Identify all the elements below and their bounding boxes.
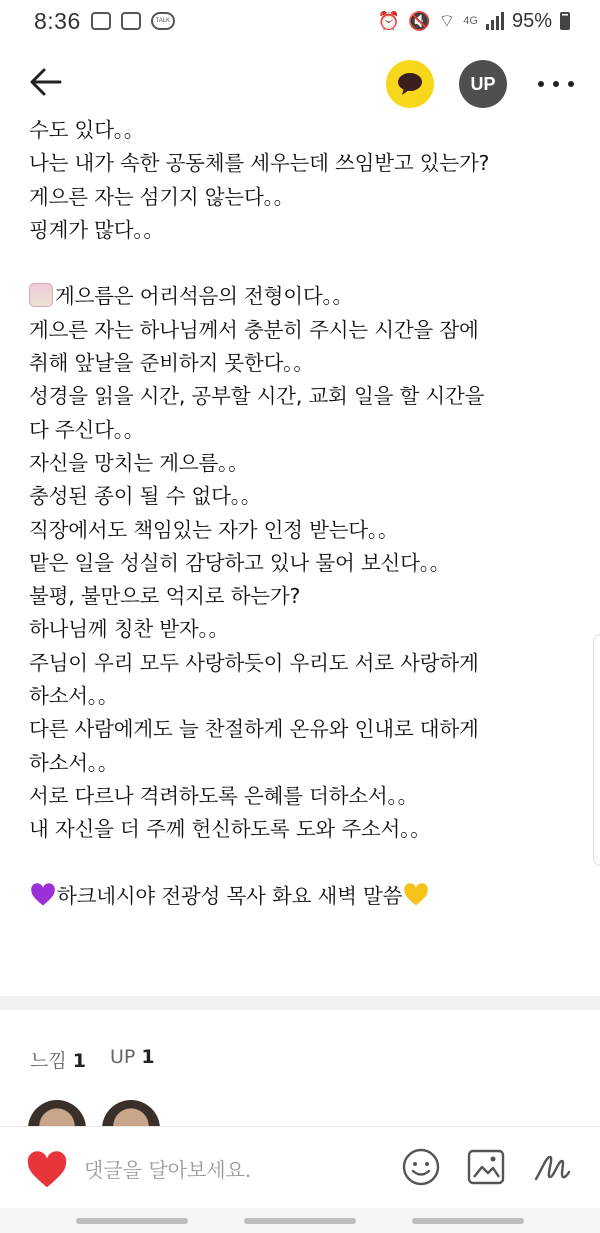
post-line: 자신을 망치는 게으름。。 [29,450,249,475]
more-icon [538,81,544,87]
system-navigation-bar [0,1208,600,1233]
back-arrow-icon [28,64,64,100]
post-line: 수도 있다。。 [29,118,145,142]
post-line-text: 게으름은 어리석음의 전형이다。。 [55,284,353,309]
post-line: 게으른 자는 하나님께서 충분히 주시는 시간을 잠에 [29,317,479,342]
post-line: 서로 다르나 격려하도록 은혜를 더하소서。。 [29,783,418,808]
recent-apps-button[interactable] [76,1218,188,1224]
up-button[interactable] [459,60,507,108]
post-line: 게으른 자는 섬기지 않는다。。 [29,184,294,209]
post-line: 다른 사람에게도 늘 찬절하게 온유와 인내로 대하게 [29,717,479,742]
post-line: 나는 내가 속한 공동체를 세우는데 쓰임받고 있는가? [29,151,490,176]
image-icon [466,1147,506,1187]
back-system-button[interactable] [412,1218,524,1224]
post-line: 직장에서도 책임있는 자가 인정 받는다。。 [29,517,399,542]
post-line: 다 주신다。。 [29,417,145,442]
post-line: 성경을 읽을 시간, 공부할 시간, 교회 일을 할 시간을 [29,384,485,409]
post-body [29,114,589,913]
clock: 8:36 [34,7,81,34]
post-line: 내 자신을 더 주께 헌신하도록 도와 주소서。。 [29,817,431,842]
heart-icon [26,1151,68,1189]
battery-icon [560,12,570,30]
post-line-blank [29,247,589,280]
handwriting-button[interactable] [532,1147,572,1187]
emoticon-icon [401,1147,441,1187]
more-options-button[interactable] [538,70,574,98]
comment-input[interactable] [82,1149,386,1191]
attach-image-button[interactable] [466,1147,506,1187]
wifi-icon: ⌔ [438,10,456,31]
home-button[interactable] [244,1218,356,1224]
post-line-blank [29,847,589,880]
battery-level: 95% [511,9,552,32]
mute-icon: 🔇 [407,10,431,31]
post-line: 맡은 일을 성실히 감당하고 있나 물어 보신다。。 [29,550,451,575]
yellow-heart-icon [402,881,430,909]
post-line: 하소서。。 [29,684,119,709]
photo-notification-icon [91,12,111,30]
status-bar [0,0,600,42]
handwriting-icon [532,1147,572,1187]
alarm-icon: ⏰ [377,10,400,31]
like-button[interactable] [26,1151,68,1189]
church-emoji-icon [29,283,53,307]
up-button-label: UP [470,73,496,94]
emoticon-button[interactable] [401,1147,441,1187]
post-line-with-emoji [29,280,589,313]
kakaotalk-icon [397,72,423,96]
feel-count-button[interactable]: 느낌 1 [30,1050,86,1072]
back-button[interactable] [28,64,64,100]
kakaotalk-share-button[interactable] [386,60,434,108]
edge-panel-handle[interactable] [593,634,600,866]
post-line: 취해 앞날을 준비하지 못한다。。 [29,351,314,376]
post-line: 충성된 종이 될 수 없다。。 [29,484,262,509]
reaction-summary [30,1046,155,1073]
post-signature-text: 하크네시야 전광성 목사 화요 새벽 말씀 [57,883,403,908]
purple-heart-icon [29,881,57,909]
news-notification-icon [121,12,141,30]
network-type: 4G [463,15,478,27]
talk-notification-icon: TALK [151,12,175,30]
app-bar [0,52,600,112]
post-signature [29,880,589,913]
section-divider [0,996,600,1010]
post-line: 불평, 불만으로 억지로 하는가? [29,584,301,609]
up-count-button[interactable]: UP 1 [109,1046,155,1068]
post-line: 주님이 우리 모두 사랑하듯이 우리도 서로 사랑하게 [29,650,479,675]
signal-icon [486,12,504,30]
post-line: 핑계가 많다。。 [29,217,164,242]
comment-bar [0,1126,600,1209]
post-line: 하소서。。 [29,750,119,775]
post-line: 하나님께 칭찬 받자。。 [29,617,229,642]
